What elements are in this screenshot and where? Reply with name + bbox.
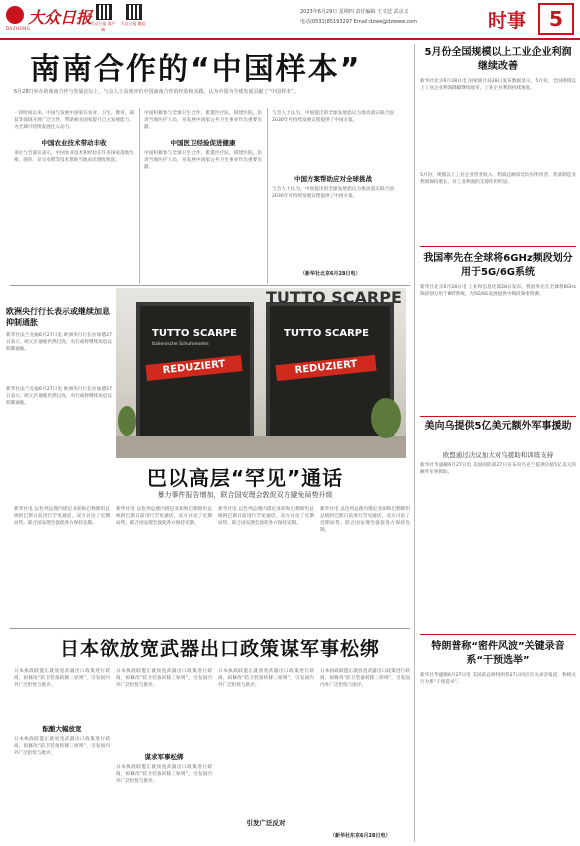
right-story1-body-2: 5月份，规模以上工业企业营业收入、利润总额同比均有所改善，装备制造业利润保持增长，对工业利润的支撑作用明显。: [420, 173, 576, 185]
photo-sign-top: TUTTO SCARPE: [266, 288, 402, 307]
story3-body-1: 日本执政联盟正就放宽武器出口政策进行磋商，拟修改“防卫装备转移三原则”，引发国内外广泛担忧与批评。: [14, 669, 110, 688]
right-story4-title: 特朗普称“密件风波”关键录音系“干预选举”: [431, 641, 565, 666]
right-story2-body: 新华社北京6月28日电 工业和信息化部28日发布，我国率先在全球将6GHz频段划分用于IMT系统，为5G/6G发展提供中频段频率资源。: [420, 285, 576, 297]
photo-sign-left: TUTTO SCARPE: [152, 328, 237, 339]
qr-code-icon: [126, 4, 142, 20]
contact-line: 电话(0531)85193297 Email:dzwe@dzwww.com: [300, 19, 418, 25]
right-column-divider: [414, 44, 415, 842]
lead-body-mid: 中国积极参与全球卫生合作，派遣医疗队、援建医院、培训当地医护人员，为发展中国家公共卫生事业作出重要贡献。: [144, 151, 262, 170]
story2-body-4: 新华社电 以色列总理内塔尼亚胡和巴勒斯坦总统阿巴斯日前进行罕见通话，双方讨论了近期局势。联合国安理会敦促各方保持克制。: [320, 507, 410, 533]
page-number: 5: [538, 3, 574, 35]
lead-lede: 6月28日举办的南南合作与发展论坛上，与会人士高度评价中国南南合作的经验和实践，认为中国为全球发展贡献了“中国样本”。: [14, 89, 299, 95]
lead-headline: 南南合作的“中国样本”: [30, 52, 362, 87]
column-divider: [139, 108, 140, 284]
qr-label-app: 大众日报 客户端: [90, 21, 116, 32]
lead-body-right: 与会人士认为，中国提出的全球发展倡议为推动落实联合国2030年可持续发展议程提供了中国方案。: [272, 187, 394, 199]
newspaper-logo-icon: [6, 6, 24, 24]
story3-body-2b: 日本执政联盟正就放宽武器出口政策进行磋商，拟修改“防卫装备转移三原则”，引发国内外广泛担忧与批评。: [116, 765, 212, 784]
qr-code-icon: [96, 4, 112, 20]
photo-sign-sub: Italienische Schuhmoden: [152, 342, 209, 347]
newspaper-name-en: DAZHONG: [6, 26, 31, 31]
photo-sign-right: TUTTO SCARPE: [284, 328, 369, 339]
inset-title: 欧洲央行行长表示或继续加息抑制通胀: [6, 307, 110, 327]
lead-subhead-1: 中国农业技术带动丰收: [41, 139, 107, 147]
right-story1-title: 5月份全国规模以上工业企业利润继续改善: [424, 47, 572, 72]
photo-banner-left: REDUZIERT: [145, 355, 242, 381]
right-story3-body: 新华社华盛顿6月27日电 美国国防部27日宣布向乌克兰提供价值5亿美元的额外军事援助。: [420, 463, 576, 475]
story3-body-2: 日本执政联盟正就放宽武器出口政策进行磋商，拟修改“防卫装备转移三原则”，引发国内外广泛担忧与批评。: [116, 669, 212, 688]
right-story2-title: 我国率先在全球将6GHz频段划分用于5G/6G系统: [423, 253, 573, 278]
news-photo: [116, 288, 406, 458]
lead-subhead-2: 中国医卫经验促进健康: [170, 139, 236, 147]
right-story4-body: 新华社华盛顿6月27日电 美国前总统特朗普27日回应有关录音报道，称相关行为系“干预选举”。: [420, 673, 576, 685]
lead-subhead-3: 中国方案帮助应对全球挑战: [294, 175, 372, 183]
inset-body: 新华社法兰克福6月27日电 欧洲央行行长拉加德27日表示，欧元区通胀仍然过高，央行或将继续加息以抑制通胀。: [6, 333, 112, 352]
right-divider: [420, 246, 576, 247]
story3-subhead-2: 谋求军事松绑: [144, 753, 184, 761]
story3-subhead-1: 酝酿大幅放宽: [42, 725, 82, 733]
masthead: [0, 0, 580, 40]
story2-body-2: 新华社电 以色列总理内塔尼亚胡和巴勒斯坦总统阿巴斯日前进行罕见通话，双方讨论了近期局势。联合国安理会敦促各方保持克制。: [116, 507, 212, 526]
photo-banner-right: REDUZIERT: [275, 355, 376, 381]
column-divider: [267, 108, 268, 284]
lead-byline: （新华社北京6月28日电）: [300, 271, 361, 277]
story2-body-3: 新华社电 以色列总理内塔尼亚胡和巴勒斯坦总统阿巴斯日前进行罕见通话，双方讨论了近期局势。联合国安理会敦促各方保持克制。: [218, 507, 314, 526]
right-story3-deck: 欧盟通过决议加大对乌援助和训练支持: [442, 451, 554, 459]
qr-label-wechat: 大众日报 微信: [120, 21, 146, 26]
newspaper-name: 大众日报: [28, 8, 93, 27]
story-divider: [10, 285, 410, 286]
story3-body-3: 日本执政联盟正就放宽武器出口政策进行磋商，拟修改“防卫装备转移三原则”，引发国内外广泛担忧与批评。: [218, 669, 314, 688]
story3-headline: 日本欲放宽武器出口政策谋军事松绑: [59, 638, 380, 660]
right-divider: [420, 634, 576, 635]
inset-story: [6, 306, 112, 366]
story2-body-1: 新华社电 以色列总理内塔尼亚胡和巴勒斯坦总统阿巴斯日前进行罕见通话，双方讨论了近期局势。联合国安理会敦促各方保持克制。: [14, 507, 110, 526]
story3-subhead-3: 引发广泛反对: [246, 819, 286, 827]
section-name: 时事: [488, 10, 527, 32]
right-story3-title: 美向乌提供5亿美元额外军事援助: [424, 421, 572, 432]
story-divider: [10, 628, 410, 629]
lead-body-left: 一段时间以来，中国与发展中国家在农业、卫生、教育、减贫等领域开展广泛合作，帮助相关国家提升自主发展能力，为全球可持续发展注入动力。: [14, 111, 134, 130]
inset-body-2: 新华社法兰克福6月27日电 欧洲央行行长拉加德27日表示，欧元区通胀仍然过高，央行或将继续加息以抑制通胀。: [6, 387, 112, 406]
story3-body-4: 日本执政联盟正就放宽武器出口政策进行磋商，拟修改“防卫装备转移三原则”，引发国内外广泛担忧与批评。: [320, 669, 410, 688]
date-line: 2023年6月29日 星期四 责任编辑 王文廷 武京义: [300, 9, 409, 15]
story3-body-1b: 日本执政联盟正就放宽武器出口政策进行磋商，拟修改“防卫装备转移三原则”，引发国内外广泛担忧与批评。: [14, 737, 110, 756]
lead-body-left-2: 多位与会嘉宾表示，中国农业技术和经验在许多国家落地生根，菌草、杂交水稻等技术帮助当地农民增收致富。: [14, 151, 134, 163]
right-story1-body: 新华社北京6月28日电 国家统计局28日发布数据显示，5月份，全国规模以上工业企业利润降幅继续收窄，工业企业利润持续恢复。: [420, 79, 576, 91]
lead-body-mid-top: 中国积极参与全球卫生合作，派遣医疗队、援建医院、培训当地医护人员，为发展中国家公共卫生事业作出重要贡献。: [144, 111, 262, 130]
story2-headline: 巴以高层“罕见”通话: [146, 466, 344, 490]
masthead-rule: [0, 38, 580, 40]
right-divider: [420, 416, 576, 417]
lead-body-right-top: 与会人士认为，中国提出的全球发展倡议为推动落实联合国2030年可持续发展议程提供了中国方案。: [272, 111, 394, 123]
story3-byline: （新华社东京6月28日电）: [330, 833, 391, 839]
story2-deck: 暴力事件报告增加，联合国安理会敦促双方避免局势升级: [157, 491, 333, 499]
